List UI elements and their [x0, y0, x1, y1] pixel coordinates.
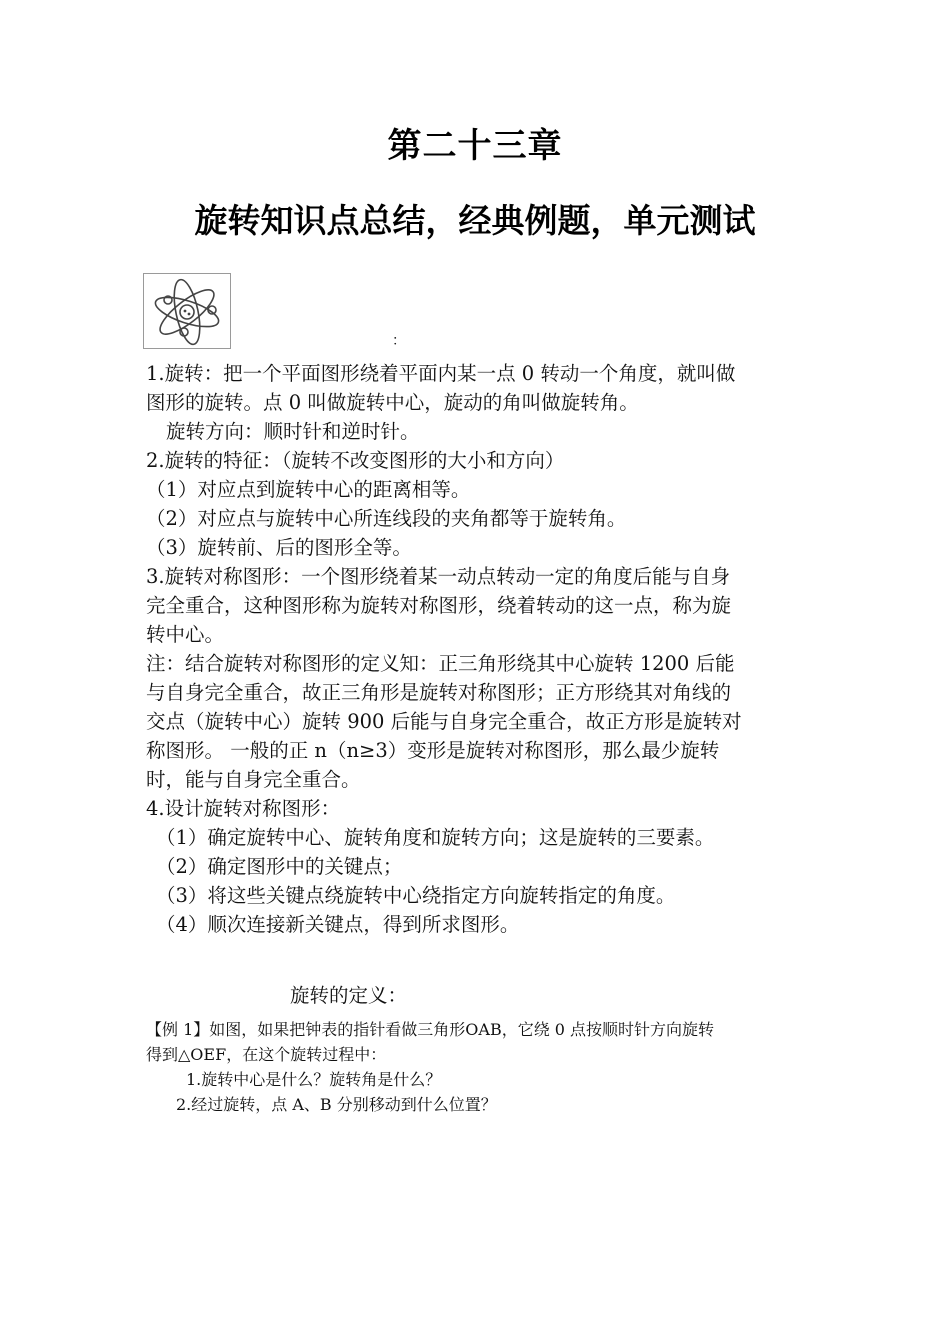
- example-line: 得到△OEF，在这个旋转过程中：: [146, 1045, 387, 1064]
- body-line: 注：结合旋转对称图形的定义知：正三角形绕其中心旋转 1200 后能: [146, 652, 735, 675]
- body-line: 4.设计旋转对称图形：: [146, 797, 341, 820]
- section-title: 旋转的定义：: [290, 984, 408, 1007]
- example-line: 【例 1】如图，如果把钟表的指针看做三角形OAB，它绕 0 点按顺时针方向旋转: [146, 1020, 715, 1039]
- body-line: （2）对应点与旋转中心所连线段的夹角都等于旋转角。: [146, 507, 627, 530]
- body-line: （4）顺次连接新关键点，得到所求图形。: [156, 913, 520, 936]
- body-line: （1）对应点到旋转中心的距离相等。: [146, 478, 471, 501]
- body-line: （3）旋转前、后的图形全等。: [146, 536, 412, 559]
- body-line: 1.旋转：把一个平面图形绕着平面内某一点 0 转动一个角度，就叫做: [146, 362, 736, 385]
- body-line: 图形的旋转。点 0 叫做旋转中心，旋动的角叫做旋转角。: [146, 391, 639, 414]
- body-line: 2.旋转的特征：（旋转不改变图形的大小和方向）: [146, 449, 565, 472]
- body-line: 旋转方向：顺时针和逆时针。: [166, 420, 420, 443]
- body-line: 称图形。 一般的正 n（n≥3）变形是旋转对称图形，那么最少旋转: [146, 739, 720, 762]
- example-question: 1.旋转中心是什么？旋转角是什么？: [186, 1070, 442, 1089]
- body-line: 转中心。: [146, 623, 225, 646]
- body-line: 完全重合，这种图形称为旋转对称图形，绕着转动的这一点，称为旋: [146, 594, 732, 617]
- atom-logo: [143, 273, 231, 349]
- body-line: 交点（旋转中心）旋转 900 后能与自身完全重合，故正方形是旋转对: [146, 710, 742, 733]
- body-line: 时，能与自身完全重合。: [146, 768, 361, 791]
- body-line: （1）确定旋转中心、旋转角度和旋转方向；这是旋转的三要素。: [156, 826, 715, 849]
- body-line: （3）将这些关键点绕旋转中心绕指定方向旋转指定的角度。: [156, 884, 676, 907]
- page-subtitle: 旋转知识点总结，经典例题，单元测试: [194, 201, 756, 240]
- stray-colon: ：: [392, 333, 406, 349]
- example-question: 2.经过旋转，点 A、B 分别移动到什么位置？: [176, 1095, 497, 1114]
- body-line: 与自身完全重合，故正三角形是旋转对称图形；正方形绕其对角线的: [146, 681, 732, 704]
- chapter-title: 第二十三章: [387, 126, 563, 166]
- atom-icon: [144, 274, 230, 348]
- body-line: （2）确定图形中的关键点；: [156, 855, 403, 878]
- body-line: 3.旋转对称图形：一个图形绕着某一动点转动一定的角度后能与自身: [146, 565, 731, 588]
